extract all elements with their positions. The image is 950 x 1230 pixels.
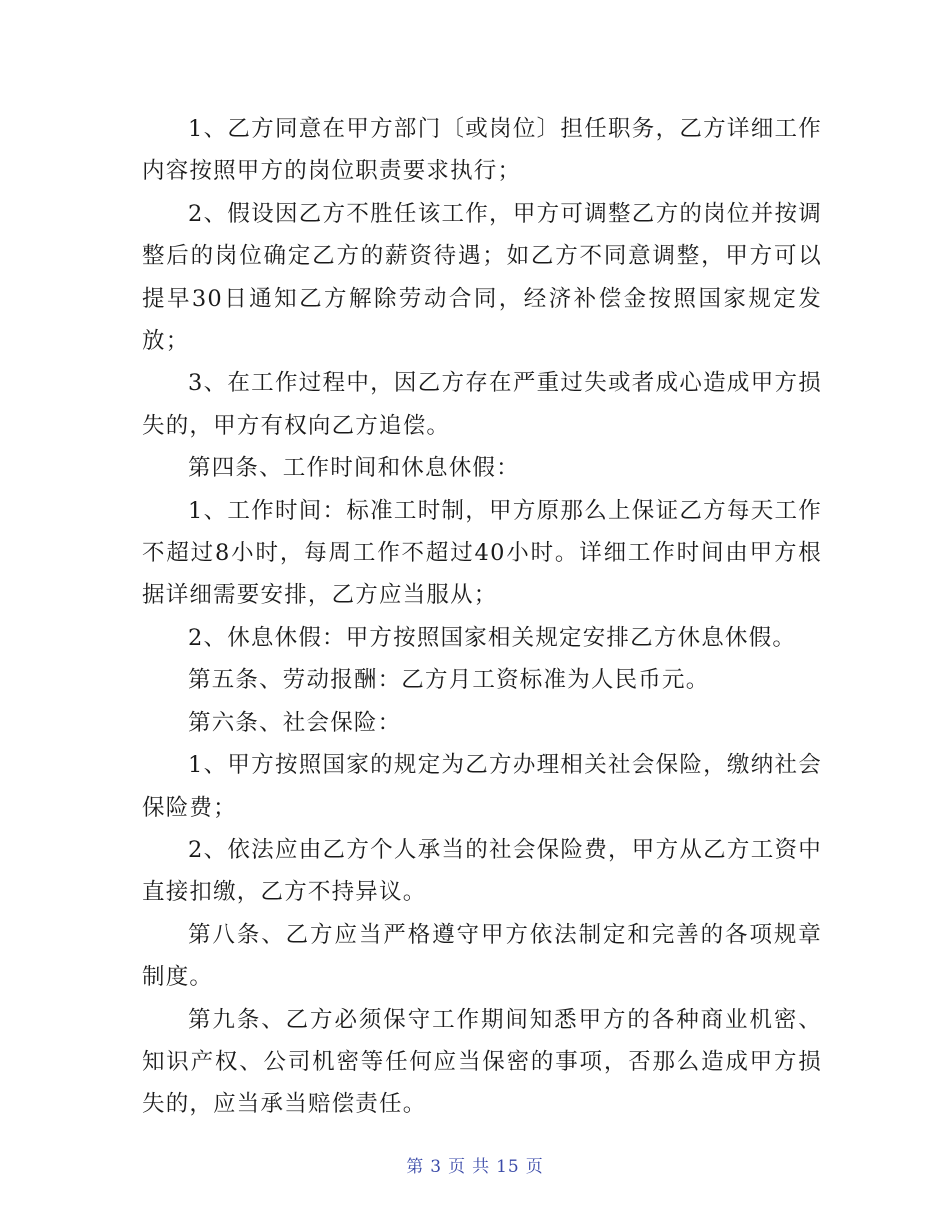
- footer-label-total-unit: 页: [525, 1157, 544, 1177]
- footer-label-page: 第: [406, 1157, 425, 1177]
- section-heading-article-6: 第六条、社会保险：: [188, 709, 402, 736]
- paragraph-working-hours: 1、工作时间：标准工时制，甲方原那么上保证乙方每天工作不超过8小时，每周工作不超过40小时。详细工作时间由甲方根据详细需要安排，乙方应当服从；: [142, 497, 822, 609]
- section-heading-article-9: 第九条、乙方必须保守工作期间知悉甲方的各种商业机密、知识产权、公司机密等任何应当保密的事项，否那么造成甲方损失的，应当承当赔偿责任。: [142, 1006, 822, 1118]
- paragraph-social-insurance-1: 1、甲方按照国家的规定为乙方办理相关社会保险，缴纳社会保险费；: [142, 752, 822, 821]
- section-heading-article-5: 第五条、劳动报酬：乙方月工资标准为人民币元。: [188, 667, 710, 694]
- footer-label-total: 共: [472, 1157, 491, 1177]
- paragraph-clause-3: 3、在工作过程中，因乙方存在严重过失或者成心造成甲方损失的，甲方有权向乙方追偿。: [142, 370, 822, 439]
- footer-label-page-unit: 页: [448, 1157, 467, 1177]
- paragraph-clause-1: 1、乙方同意在甲方部门〔或岗位〕担任职务，乙方详细工作内容按照甲方的岗位职责要求执行；: [142, 116, 822, 185]
- document-body: [142, 108, 822, 1126]
- page-number-footer: [0, 1152, 950, 1177]
- footer-current-page: 3: [430, 1157, 443, 1177]
- paragraph-clause-2: 2、假设因乙方不胜任该工作，甲方可调整乙方的岗位并按调整后的岗位确定乙方的薪资待遇；如乙方不同意调整，甲方可以提早30日通知乙方解除劳动合同，经济补偿金按照国家规定发放；: [142, 200, 822, 355]
- footer-total-pages: 15: [496, 1157, 520, 1177]
- section-heading-article-4: 第四条、工作时间和休息休假：: [188, 455, 520, 482]
- section-heading-article-8: 第八条、乙方应当严格遵守甲方依法制定和完善的各项规章制度。: [142, 921, 822, 991]
- paragraph-social-insurance-2: 2、依法应由乙方个人承当的社会保险费，甲方从乙方工资中直接扣缴，乙方不持异议。: [142, 836, 822, 906]
- paragraph-rest-leave: 2、休息休假：甲方按照国家相关规定安排乙方休息休假。: [188, 624, 797, 651]
